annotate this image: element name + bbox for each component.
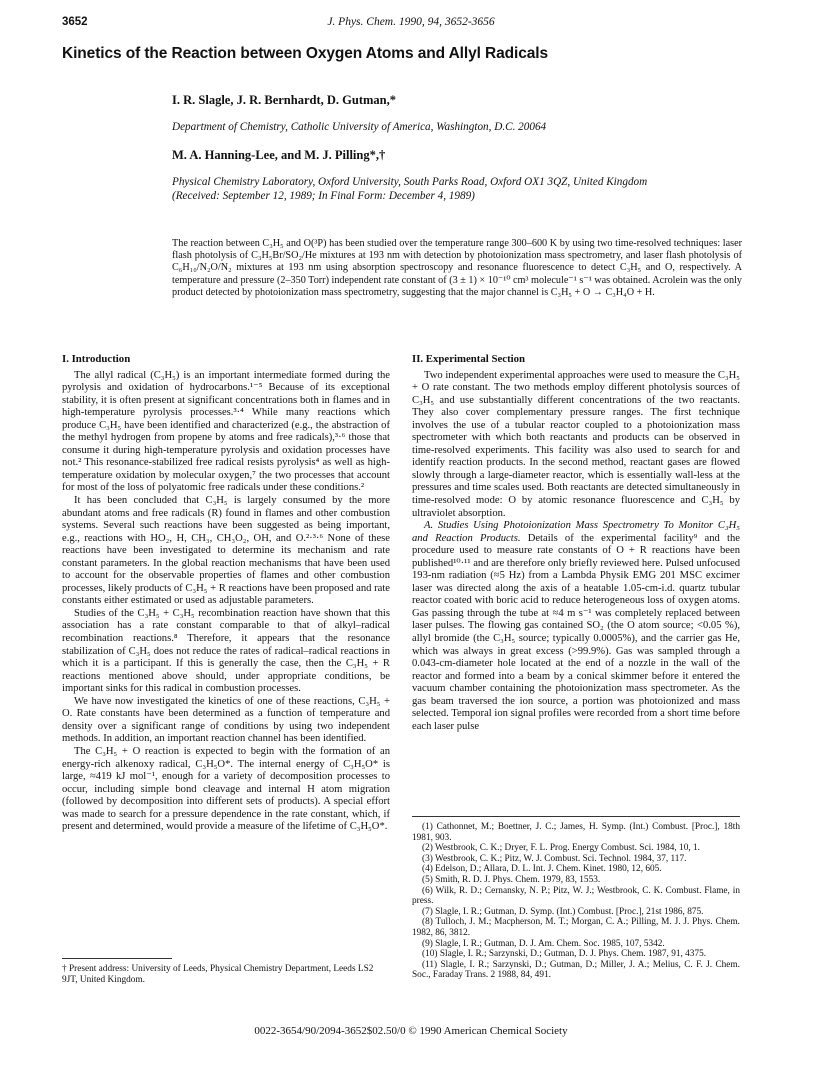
paragraph: The allyl radical (C₃H₅) is an important intermediate formed during the pyrolysis and oxidation of hydrocarbons.¹⁻⁵ Because of its exceptional stability, it is often present at significant concentrations both in flames and in high-temperature pyrolysis processes.³·⁴ While many reactions which produce C₃H₅ have been identified and characterized (e.g., the abstraction of the methyl hydrogen from propene by atoms and free radicals),³·⁶ those that consume it during high-temperature pyrolysis and oxidation processes have not.² This resonance-stabilized free radical resists pyrolysis⁴ as well as high-temperature oxidation by molecular oxygen,⁷ the two processes that account for most of the loss of polyatomic free radicals under these conditions.² (62, 369, 390, 494)
page-number: 3652 (62, 16, 88, 28)
footnote-rule (62, 958, 172, 959)
reference-item: (5) Smith, R. D. J. Phys. Chem. 1979, 83, 1553. (422, 874, 601, 885)
section-heading-introduction: I. Introduction (62, 353, 131, 365)
journal-citation: J. Phys. Chem. 1990, 94, 3652-3656 (327, 16, 495, 28)
references-list (412, 822, 740, 981)
paragraph: Studies of the C₃H₅ + C₃H₅ recombination reaction have shown that this association has a rate constant comparable to that of alkyl–radical recombination reactions.⁸ Therefore, it appears that the resonance stabilization of C₃H₅ does not reduce the rates of radical–radical reactions in which it is a participant. If this is generally the case, then the C₃H₅ + R reactions mentioned above should, under appropriate conditions, be important sinks for this radical in combustion processes. (62, 607, 390, 695)
reference-item: (9) Slagle, I. R.; Gutman, D. J. Am. Chem. Soc. 1985, 107, 5342. (422, 938, 665, 949)
copyright-line: 0022-3654/90/2094-3652$02.50/0 © 1990 American Chemical Society (254, 1025, 568, 1037)
reference-item: (3) Westbrook, C. K.; Pitz, W. J. Combust. Sci. Technol. 1984, 37, 117. (422, 853, 687, 864)
reference-item: (7) Slagle, I. R.; Gutman, D. Symp. (Int.) Combust. [Proc.], 21st 1986, 875. (422, 906, 704, 917)
affiliation-2: Physical Chemistry Laboratory, Oxford University, South Parks Road, Oxford OX1 3QZ, United Kingdom (172, 176, 648, 188)
paragraph: The C₃H₅ + O reaction is expected to begin with the formation of an energy-rich alkenoxy radical, C₃H₅O*. The internal energy of C₃H₅O* is large, ≈419 kJ mol⁻¹, enough for a variety of decomposition processes to occur, including simple bond cleavage and internal H atom migration (followed by decomposition into different sets of products). A special effort was made to search for a pressure dependence in the rate constant, which, if present and determined, would provide a measure of the lifetime of C₃H₅O*. (62, 745, 390, 833)
reference-item: (11) Slagle, I. R.; Sarzynski, D.; Gutman, D.; Miller, J. A.; Melius, C. F. J. Chem. Soc., Faraday Trans. 2 1988, 84, 491. (412, 959, 740, 981)
authors-group-2: M. A. Hanning-Lee, and M. J. Pilling*,† (172, 148, 386, 162)
received-dates: (Received: September 12, 1989; In Final Form: December 4, 1989) (172, 190, 475, 202)
left-column (62, 353, 390, 834)
article-title: Kinetics of the Reaction between Oxygen Atoms and Allyl Radicals (62, 45, 548, 62)
right-column (412, 353, 740, 733)
reference-item: (6) Wilk, R. D.; Cernansky, N. P.; Pitz, W. J.; Westbrook, C. K. Combust. Flame, in press. (412, 885, 740, 907)
reference-item: (2) Westbrook, C. K.; Dryer, F. L. Prog. Energy Combust. Sci. 1984, 10, 1. (422, 843, 700, 854)
paragraph: Two independent experimental approaches were used to measure the C₃H₅ + O rate constant. The two methods employ different photolysis sources of C₃H₅ and use substantially different concentrations of the two reactants. They also cover complementary pressure ranges. The first technique involves the use of a tubular reactor coupled to a photoionization mass spectrometer with which both reactants and products can be observed in time-resolved experiments. This facility was also used to search for and identify reaction products. In the second method, reactant gases are flowed slowly through a large-diameter reactor, which is essentially wall-less at the pressures and time scales used. Both reactants are detected simultaneously in time-resolved mode: O by atomic resonance fluorescence and C₃H₅ by ultraviolet absorption. (412, 369, 740, 519)
paragraph: It has been concluded that C₃H₅ is largely consumed by the more abundant atoms and free radicals (R) found in flames and other combustion systems. Several such reactions have been suggested as being important, e.g., reactions with HO₂, H, CH₃, CH₃O₂, OH, and O.²·³·⁶ None of these reactions have been investigated to determine its mechanism and rate constant parameters. In the global reaction mechanisms that have been used to account for the observable properties of flames and other combustion processes, likely products of C₃H₅ + R reactions have been proposed and rate constants either estimated or used as adjustable parameters. (62, 495, 390, 607)
reference-item: (10) Slagle, I. R.; Sarzynski, D.; Gutman, D. J. Phys. Chem. 1987, 91, 4375. (422, 949, 707, 960)
paragraph: We have now investigated the kinetics of one of these reactions, C₃H₅ + O. Rate constants have been determined as a function of temperature and density over a significant range of conditions by using two independent methods. In addition, an important reaction channel has been identified. (62, 695, 390, 745)
abstract: The reaction between C₃H₅ and O(³P) has been studied over the temperature range 300–600 K by using two time-resolved techniques: laser flash photolysis of C₃H₅Br/SO₂/He mixtures at 193 nm with detection by photoionization mass spectrometry, and laser flash photolysis of C₆H₁₀/N₂O/N₂ mixtures at 193 nm using absorption spectroscopy and resonance fluorescence to detect C₃H₅ and O, respectively. A temperature and pressure (2–350 Torr) independent rate constant of (3 ± 1) × 10⁻¹⁰ cm³ molecule⁻¹ s⁻¹ was obtained. Acrolein was the only product detected by photoionization mass spectrometry, suggesting that the major channel is C₃H₅ + O → C₃H₄O + H. (172, 238, 742, 298)
section-heading-experimental: II. Experimental Section (412, 353, 526, 365)
reference-item: (8) Tulloch, J. M.; Macpherson, M. T.; Morgan, C. A.; Pilling, M. J. J. Phys. Chem. 1982, 86, 3812. (412, 917, 740, 938)
affiliation-1: Department of Chemistry, Catholic University of America, Washington, D.C. 20064 (172, 121, 547, 133)
references-rule (412, 816, 740, 817)
reference-item: (1) Cathonnet, M.; Boettner, J. C.; James, H. Symp. (Int.) Combust. [Proc.], 18th 1981, 903. (412, 822, 740, 843)
authors-group-1: I. R. Slagle, J. R. Bernhardt, D. Gutman,* (172, 93, 396, 107)
running-header (62, 16, 760, 32)
paragraph (412, 520, 740, 733)
footnote: † Present address: University of Leeds, Physical Chemistry Department, Leeds LS2 9JT, United Kingdom. (62, 964, 374, 985)
journal-page (62, 0, 760, 1068)
subsection-text: Details of the experimental facility⁹ and the procedure used to measure rate constants of O + R reactions have been published¹⁰·¹¹ and are therefore only briefly reviewed here. Pulsed unfocused 193-nm radiation (≈5 Hz) from a Lambda Physik EMG 201 MSC excimer laser was directed along the axis of a heatable 1.05-cm-i.d. quartz tubular reactor coated with boric acid to reduce heterogeneous loss of oxygen atoms. Gas passing through the tube at ≈4 m s⁻¹ was completely replaced between laser pulses. The flowing gas contained SO₂ (the O atom source; <0.05 %), allyl bromide (the C₃H₅ source; typically 0.0005%), and the carrier gas He, which was always in great excess (>99.9%). Gas was sampled through a 0.043-cm-diameter hole located at the end of a nozzle in the wall of the reactor and formed into a beam by a conical skimmer before it entered the vacuum chamber containing the photoionization mass spectrometer. As the gas beam traversed the ion source, a portion was photoionized and mass selected. Temporal ion signal profiles were recorded from a short time before each laser pulse (412, 532, 740, 732)
reference-item: (4) Edelson, D.; Allara, D. L. Int. J. Chem. Kinet. 1980, 12, 605. (422, 864, 662, 875)
subsection-title: A. Studies Using Photoionization Mass Spectrometry To Monitor C₃H₅ and Reaction Products. (412, 520, 740, 544)
